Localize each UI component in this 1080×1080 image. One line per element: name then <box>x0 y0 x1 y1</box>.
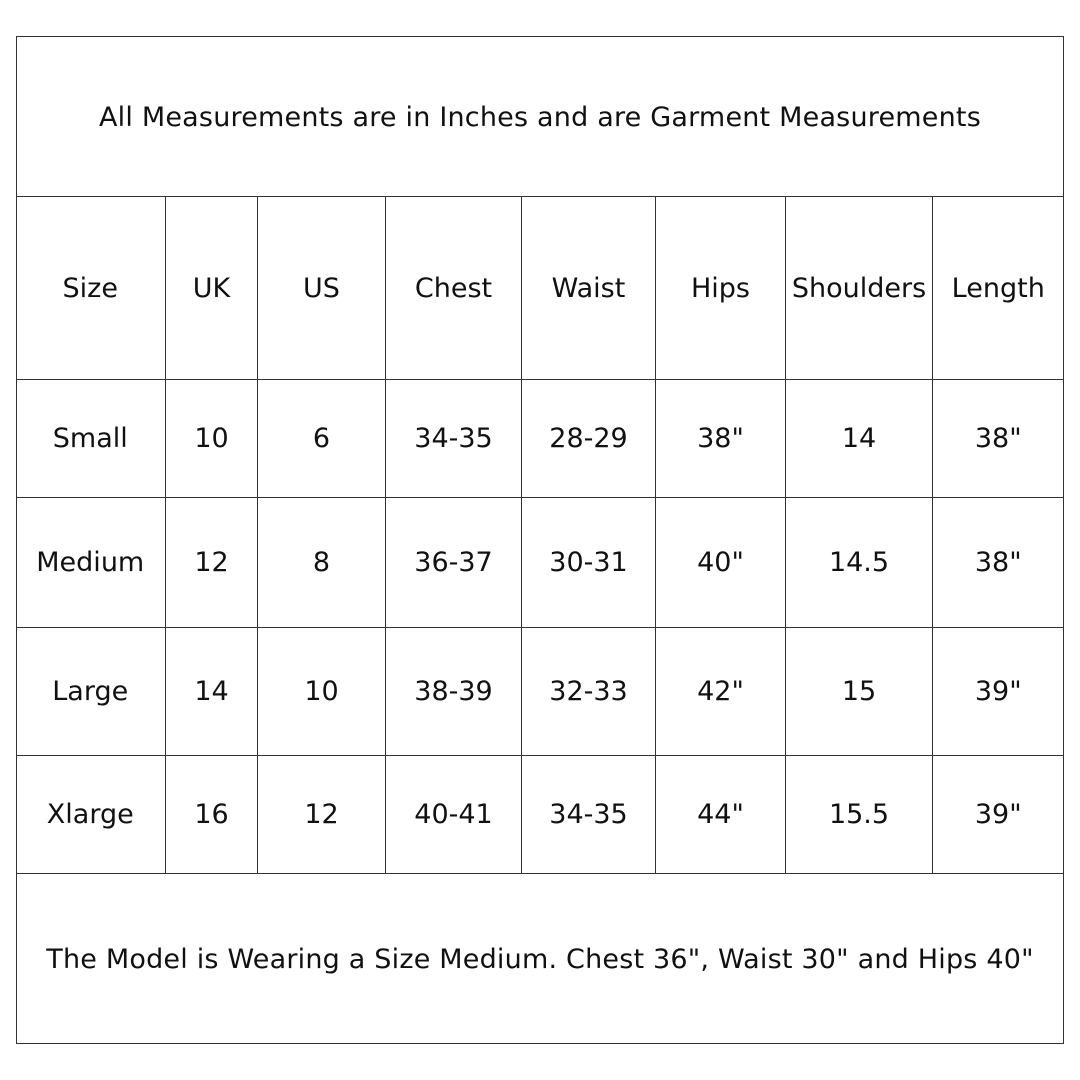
cell-uk: 10 <box>166 380 258 498</box>
cell-hips: 42" <box>656 628 786 756</box>
column-header-size: Size <box>16 197 166 380</box>
column-header-hips: Hips <box>656 197 786 380</box>
cell-waist: 32-33 <box>522 628 656 756</box>
cell-hips: 40" <box>656 498 786 628</box>
cell-hips: 44" <box>656 756 786 874</box>
cell-size: Medium <box>16 498 166 628</box>
cell-shoulders: 14.5 <box>786 498 933 628</box>
table-row-large <box>16 628 1064 756</box>
cell-waist: 30-31 <box>522 498 656 628</box>
column-header-length: Length <box>933 197 1064 380</box>
cell-waist: 34-35 <box>522 756 656 874</box>
cell-waist: 28-29 <box>522 380 656 498</box>
cell-uk: 16 <box>166 756 258 874</box>
column-header-uk: UK <box>166 197 258 380</box>
cell-size: Xlarge <box>16 756 166 874</box>
table-row-small <box>16 380 1064 498</box>
column-header-shoulders: Shoulders <box>786 197 933 380</box>
cell-uk: 14 <box>166 628 258 756</box>
table-header-row <box>16 197 1064 380</box>
column-header-chest: Chest <box>386 197 522 380</box>
model-size-note: The Model is Wearing a Size Medium. Chest 36", Waist 30" and Hips 40" <box>46 943 1034 975</box>
cell-chest: 40-41 <box>386 756 522 874</box>
cell-length: 38" <box>933 380 1064 498</box>
cell-us: 12 <box>258 756 386 874</box>
cell-chest: 38-39 <box>386 628 522 756</box>
cell-us: 10 <box>258 628 386 756</box>
size-chart <box>16 36 1064 1044</box>
cell-hips: 38" <box>656 380 786 498</box>
cell-chest: 34-35 <box>386 380 522 498</box>
cell-us: 8 <box>258 498 386 628</box>
cell-shoulders: 15.5 <box>786 756 933 874</box>
cell-shoulders: 15 <box>786 628 933 756</box>
cell-length: 39" <box>933 756 1064 874</box>
measurement-note: All Measurements are in Inches and are Garment Measurements <box>99 101 981 133</box>
cell-length: 38" <box>933 498 1064 628</box>
cell-uk: 12 <box>166 498 258 628</box>
cell-shoulders: 14 <box>786 380 933 498</box>
cell-us: 6 <box>258 380 386 498</box>
cell-size: Small <box>16 380 166 498</box>
table-row-medium <box>16 498 1064 628</box>
cell-length: 39" <box>933 628 1064 756</box>
column-header-us: US <box>258 197 386 380</box>
column-header-waist: Waist <box>522 197 656 380</box>
cell-chest: 36-37 <box>386 498 522 628</box>
cell-size: Large <box>16 628 166 756</box>
size-table <box>16 196 1064 874</box>
table-row-xlarge <box>16 756 1064 874</box>
